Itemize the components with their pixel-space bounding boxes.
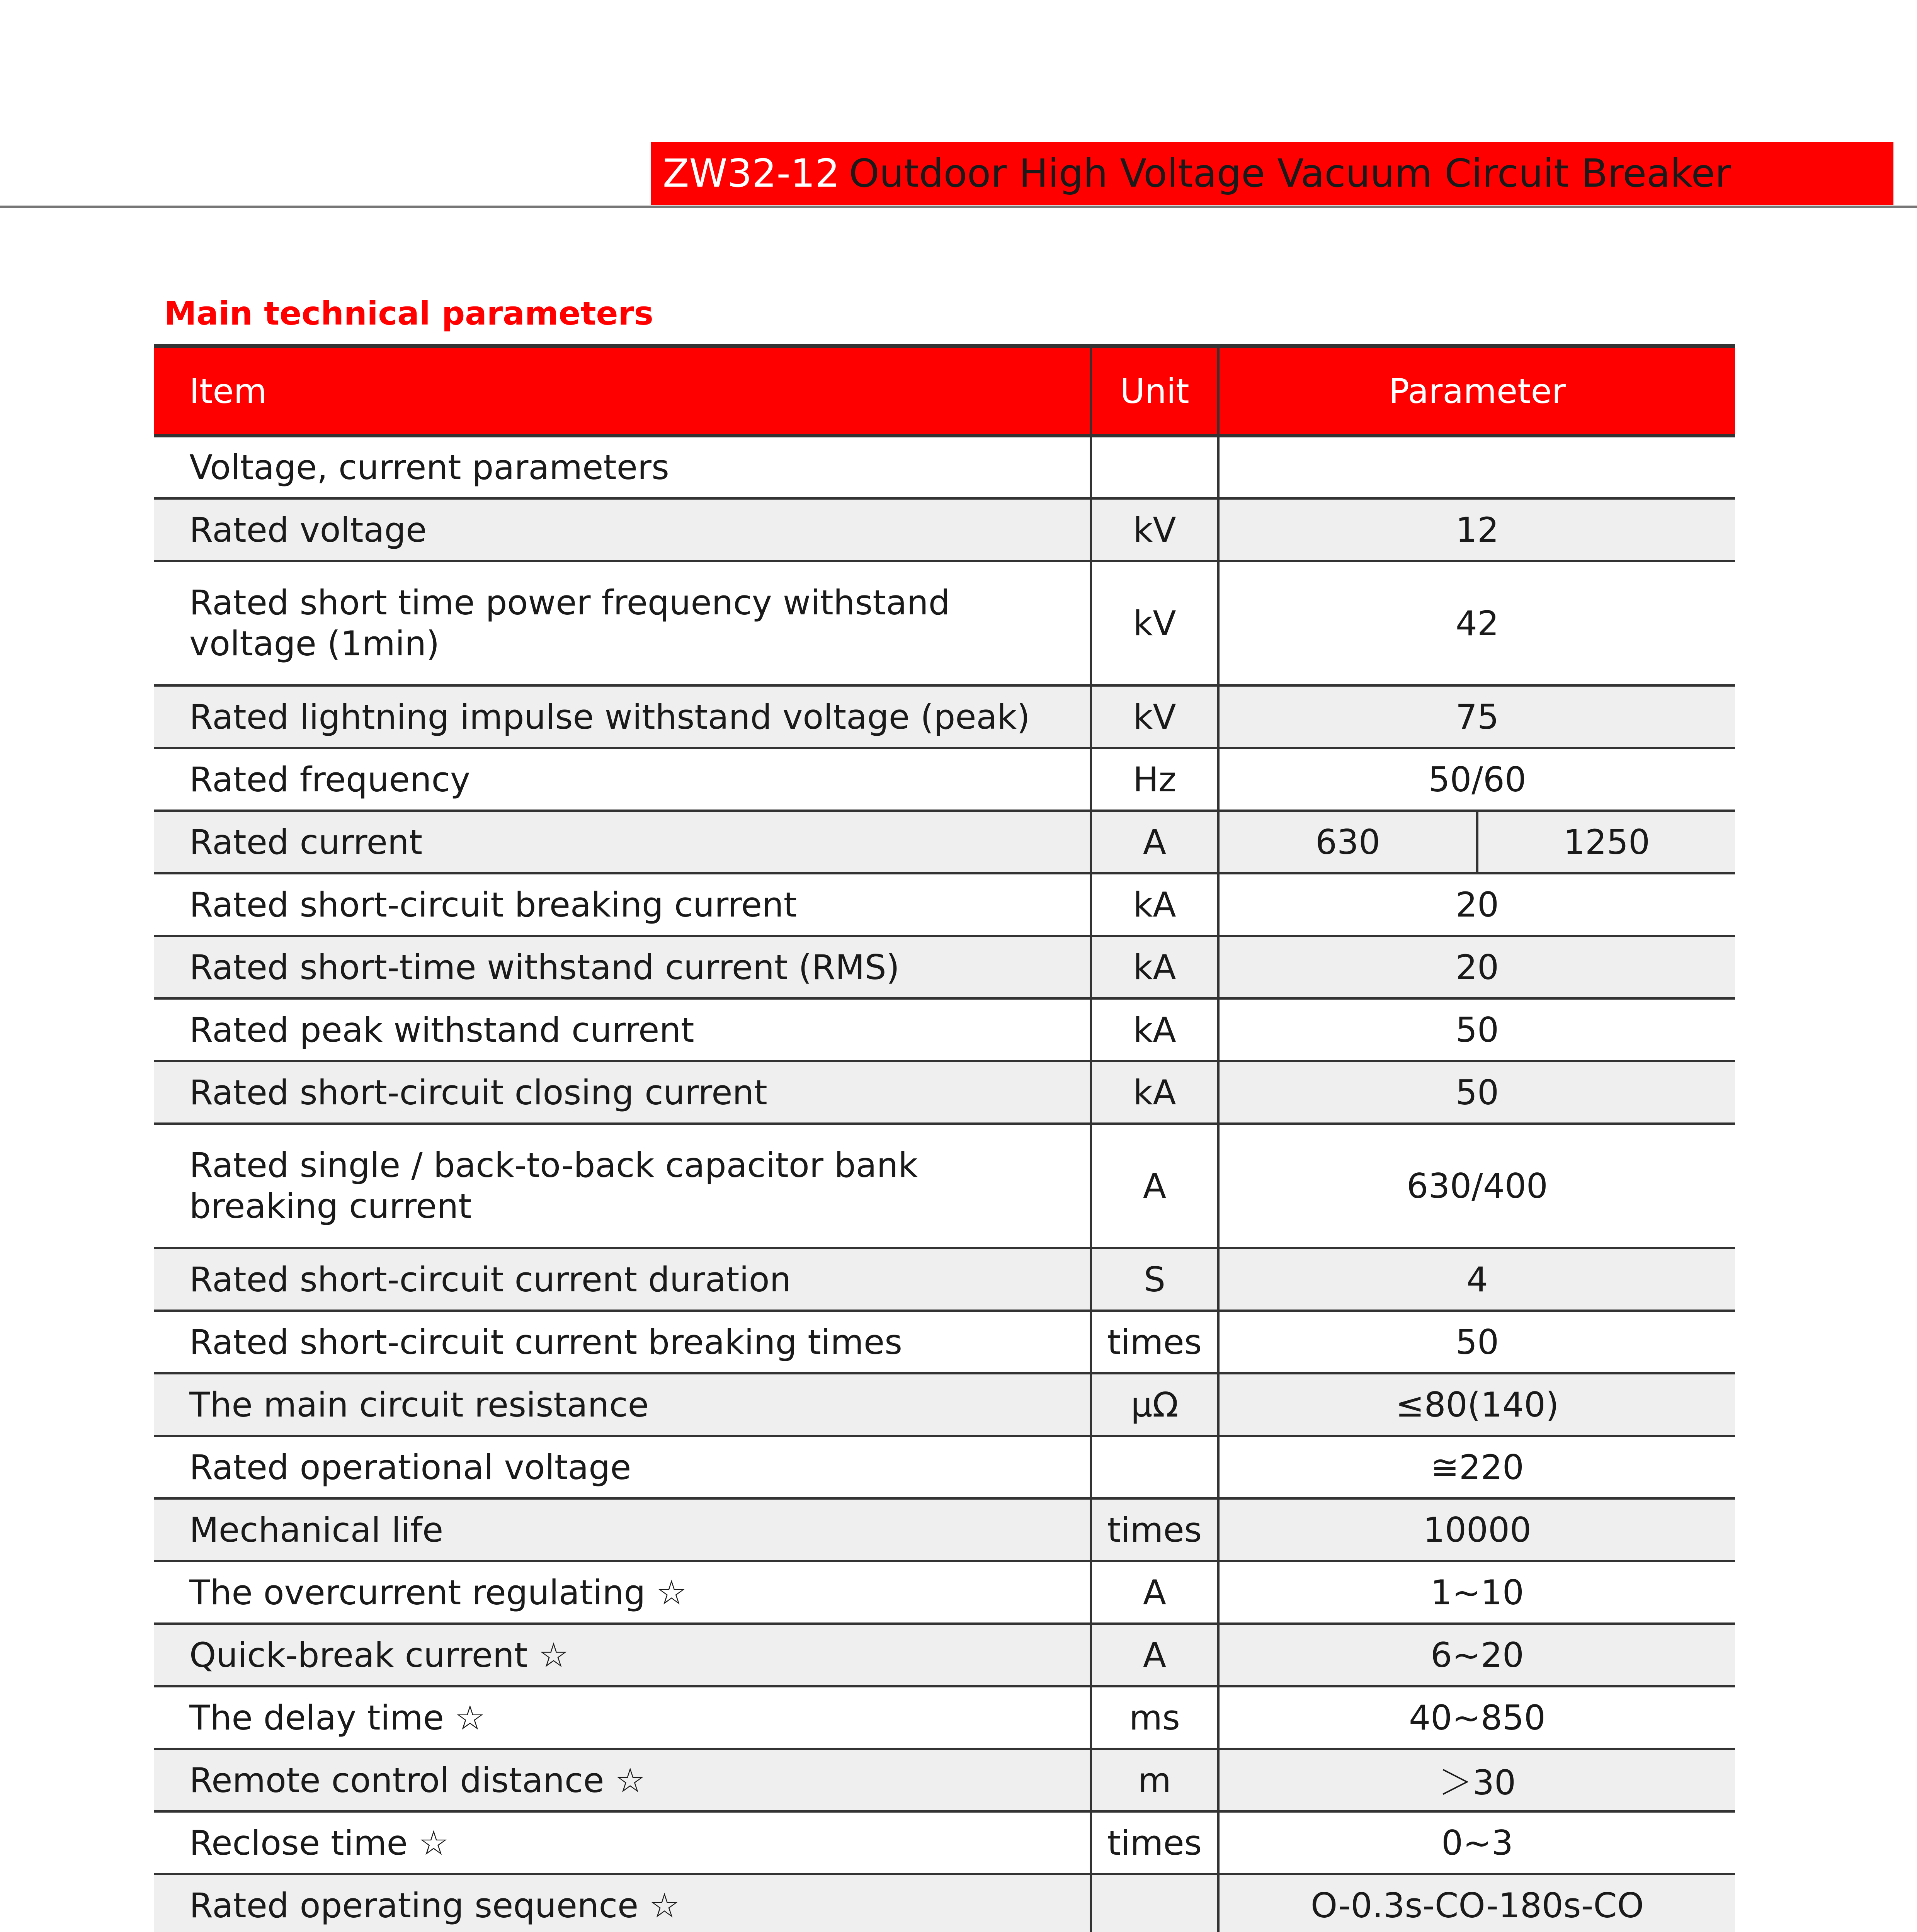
row-item: Remote control distance ☆: [154, 1749, 1091, 1811]
row-item: The overcurrent regulating ☆: [154, 1561, 1091, 1624]
row-item-text: Rated single / back-to-back capacitor bank breaking current: [189, 1145, 918, 1226]
table-row: [154, 1874, 1735, 1932]
row-parameter: 0~3: [1218, 1811, 1735, 1874]
column-header-item: Item: [154, 346, 1091, 436]
column-header-unit: Unit: [1091, 346, 1218, 436]
row-item: [154, 561, 1091, 685]
row-unit: A: [1091, 811, 1218, 873]
row-unit: Hz: [1091, 748, 1218, 811]
row-unit: kA: [1091, 873, 1218, 936]
table-row: [154, 998, 1735, 1061]
row-parameter: 42: [1218, 561, 1735, 685]
row-unit: times: [1091, 1311, 1218, 1373]
row-item: The delay time ☆: [154, 1686, 1091, 1749]
section-heading: Main technical parameters: [164, 294, 653, 332]
row-item: Rated operating sequence ☆: [154, 1874, 1091, 1932]
table-row: [154, 1498, 1735, 1561]
row-item: Rated voltage: [154, 498, 1091, 561]
row-item: Rated short-circuit breaking current: [154, 873, 1091, 936]
row-parameter: 50/60: [1218, 748, 1735, 811]
row-unit: m: [1091, 1749, 1218, 1811]
row-unit: kV: [1091, 498, 1218, 561]
table-row: [154, 1561, 1735, 1624]
table-row: [154, 811, 1735, 873]
row-parameter: 630/400: [1218, 1124, 1735, 1248]
technical-parameters-table: [154, 344, 1735, 1932]
row-item: Reclose time ☆: [154, 1811, 1091, 1874]
row-parameter: 75: [1218, 685, 1735, 748]
table-row: [154, 436, 1735, 498]
row-unit: kV: [1091, 685, 1218, 748]
table-row: [154, 1061, 1735, 1124]
header-rule: [0, 206, 1917, 208]
product-name: Outdoor High Voltage Vacuum Circuit Breaker: [849, 151, 1731, 196]
table-row: [154, 1248, 1735, 1311]
row-item-text: Rated short time power frequency withstand voltage (1min): [189, 583, 950, 663]
row-parameter: 50: [1218, 1061, 1735, 1124]
row-unit: A: [1091, 1561, 1218, 1624]
row-item: Voltage, current parameters: [154, 436, 1091, 498]
table-header-row: [154, 346, 1735, 436]
row-parameter: 1~10: [1218, 1561, 1735, 1624]
row-unit: kA: [1091, 1061, 1218, 1124]
row-item: Rated peak withstand current: [154, 998, 1091, 1061]
row-parameter: [1218, 811, 1735, 873]
row-item: Rated short-circuit current duration: [154, 1248, 1091, 1311]
row-parameter: [1218, 436, 1735, 498]
table-row: [154, 748, 1735, 811]
row-unit: S: [1091, 1248, 1218, 1311]
rated-current-values: [1220, 812, 1735, 872]
row-item: Rated short-time withstand current (RMS): [154, 936, 1091, 998]
table-row: [154, 1749, 1735, 1811]
row-parameter: ＞30: [1218, 1749, 1735, 1811]
row-item: Quick-break current ☆: [154, 1624, 1091, 1686]
product-model: ZW32-12: [663, 151, 840, 196]
row-unit: [1091, 1874, 1218, 1932]
row-item: Rated operational voltage: [154, 1436, 1091, 1498]
row-unit: kV: [1091, 561, 1218, 685]
row-parameter: 40~850: [1218, 1686, 1735, 1749]
table-row: [154, 1124, 1735, 1248]
table-row: [154, 1811, 1735, 1874]
row-unit: times: [1091, 1498, 1218, 1561]
table-row: [154, 1373, 1735, 1436]
row-parameter: 6~20: [1218, 1624, 1735, 1686]
row-item: Rated frequency: [154, 748, 1091, 811]
row-unit: μΩ: [1091, 1373, 1218, 1436]
row-item: Rated lightning impulse withstand voltage (peak): [154, 685, 1091, 748]
column-header-parameter: Parameter: [1218, 346, 1735, 436]
row-item: Rated short-circuit closing current: [154, 1061, 1091, 1124]
row-unit: A: [1091, 1624, 1218, 1686]
table-row: [154, 1311, 1735, 1373]
row-parameter: 4: [1218, 1248, 1735, 1311]
row-parameter: 20: [1218, 873, 1735, 936]
table-row: [154, 1624, 1735, 1686]
row-unit: times: [1091, 1811, 1218, 1874]
row-unit: [1091, 1436, 1218, 1498]
table-row: [154, 936, 1735, 998]
row-parameter: ≅220: [1218, 1436, 1735, 1498]
row-parameter: O-0.3s-CO-180s-CO: [1218, 1874, 1735, 1932]
row-unit: kA: [1091, 998, 1218, 1061]
table-row: [154, 498, 1735, 561]
table-row: [154, 1436, 1735, 1498]
table-row: [154, 685, 1735, 748]
row-parameter: 50: [1218, 1311, 1735, 1373]
table-row: [154, 1686, 1735, 1749]
row-item: The main circuit resistance: [154, 1373, 1091, 1436]
rated-current-value-a: 630: [1315, 822, 1380, 862]
row-parameter: 50: [1218, 998, 1735, 1061]
row-item: Rated current: [154, 811, 1091, 873]
row-item: [154, 1124, 1091, 1248]
row-parameter: ≤80(140): [1218, 1373, 1735, 1436]
row-unit: A: [1091, 1124, 1218, 1248]
row-unit: [1091, 436, 1218, 498]
table-row: [154, 561, 1735, 685]
title-banner: [651, 142, 1893, 205]
row-item: Mechanical life: [154, 1498, 1091, 1561]
row-item: Rated short-circuit current breaking times: [154, 1311, 1091, 1373]
rated-current-value-b: 1250: [1476, 812, 1735, 872]
row-parameter: 20: [1218, 936, 1735, 998]
row-unit: kA: [1091, 936, 1218, 998]
row-unit: ms: [1091, 1686, 1218, 1749]
row-parameter: 10000: [1218, 1498, 1735, 1561]
table-row: [154, 873, 1735, 936]
row-parameter: 12: [1218, 498, 1735, 561]
